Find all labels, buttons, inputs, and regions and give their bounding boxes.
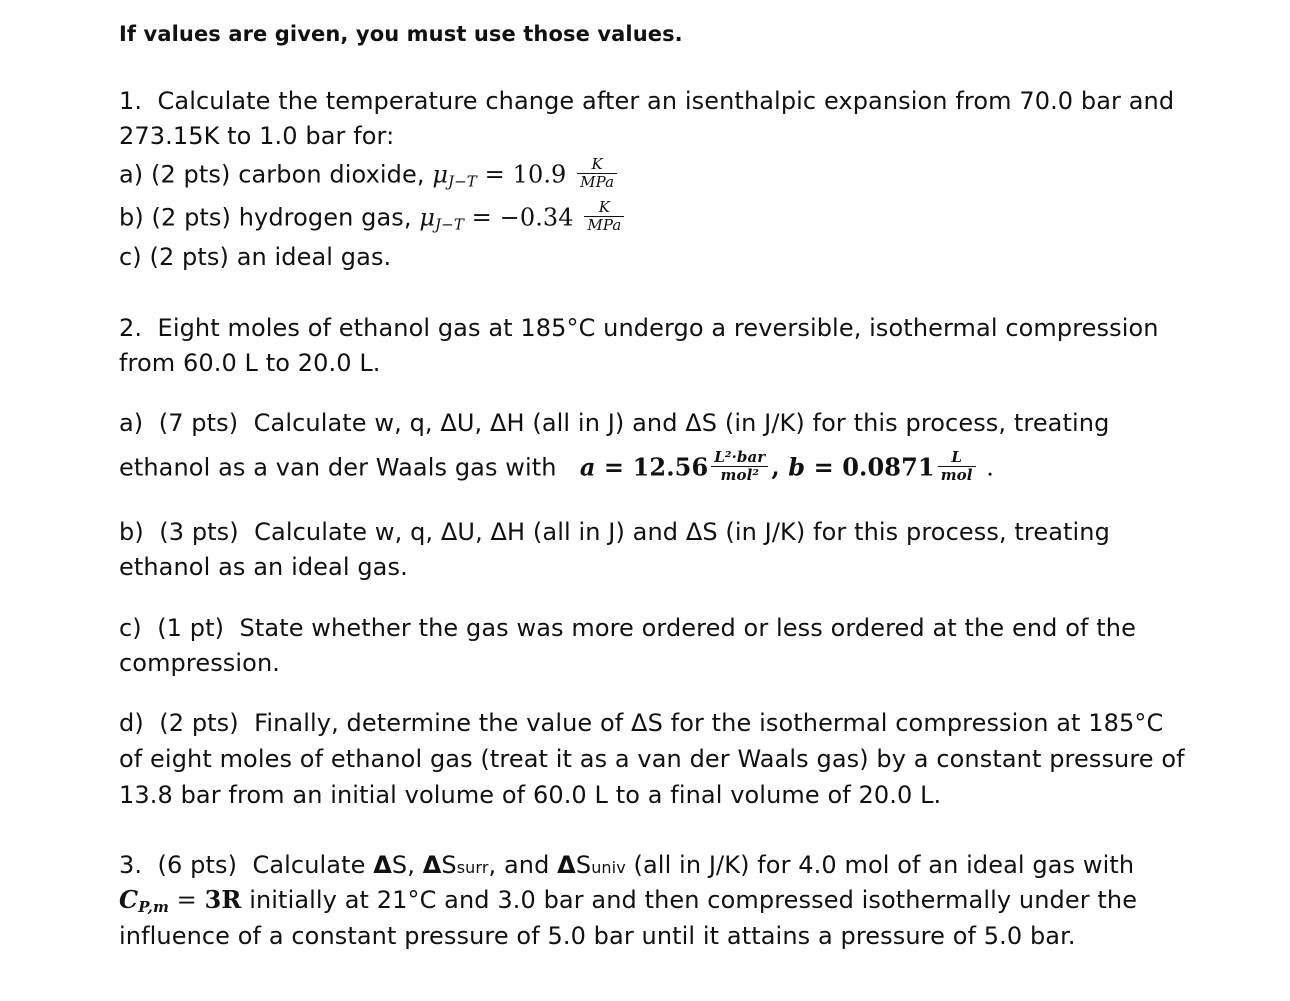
mu-symbol: μ bbox=[419, 203, 436, 232]
q2a-line2: ethanol as a van der Waals gas with a = 12.56 $\frac{\text{L²·bar}}{\text{mol²}}$ , b = 0.0871 $\frac{L}{\text{mol}}$ . bbox=[119, 448, 995, 484]
cp-value: 3R bbox=[204, 885, 242, 914]
unit-numerator: K bbox=[584, 199, 624, 217]
q2a-line1: a) (7 pts) Calculate w, q, ΔU, ΔH (all in J) and ΔS (in J/K) for this process, treating bbox=[119, 409, 1110, 437]
q2a-text: ethanol as a van der Waals gas with bbox=[119, 453, 565, 482]
unit-numerator: L bbox=[938, 449, 976, 467]
vdw-b-unit-fraction bbox=[938, 449, 976, 484]
delta-symbol: Δ bbox=[557, 851, 576, 879]
mu-subscript: J−T bbox=[435, 215, 464, 234]
mu-symbol: μ bbox=[432, 160, 449, 189]
q3-line1-rest: (all in J/K) for 4.0 mol of an ideal gas with bbox=[625, 851, 1135, 879]
q1b-text: b) (2 pts) hydrogen gas, bbox=[119, 203, 420, 232]
equals-sign: = bbox=[168, 886, 205, 914]
separator: , bbox=[407, 851, 423, 879]
q2-line2: from 60.0 L to 20.0 L. bbox=[119, 349, 381, 377]
unit-denominator: MPa bbox=[587, 216, 622, 234]
q1-line2: 273.15K to 1.0 bar for: bbox=[119, 122, 395, 150]
unit-numerator: L²·bar bbox=[711, 449, 768, 467]
q2d-line1: d) (2 pts) Finally, determine the value of ΔS for the isothermal compression at 185°C bbox=[119, 709, 1164, 737]
q2c-line2: compression. bbox=[119, 649, 280, 677]
cp-symbol: C bbox=[119, 885, 139, 914]
q2-line1: 2. Eight moles of ethanol gas at 185°C undergo a reversible, isothermal compression bbox=[119, 314, 1159, 342]
q2c-line1: c) (1 pt) State whether the gas was more ordered or less ordered at the end of the bbox=[119, 614, 1136, 642]
vdw-a-unit-fraction bbox=[711, 449, 768, 484]
unit-denominator: mol² bbox=[720, 466, 760, 484]
q1-part-c: c) (2 pts) an ideal gas. bbox=[119, 243, 392, 271]
vdw-a-symbol: a bbox=[579, 452, 596, 482]
q3-intro: 3. (6 pts) Calculate bbox=[119, 851, 374, 879]
q1-part-a: a) (2 pts) carbon dioxide, $\mu_{J-T} = 10.9$ $\frac{K}{\text{MPa}}$ bbox=[119, 158, 620, 193]
q3-line2 bbox=[119, 885, 1137, 915]
vdw-b-symbol: b bbox=[788, 452, 806, 482]
vdw-a-value: 12.56 bbox=[632, 452, 709, 482]
univ-label: univ bbox=[591, 858, 626, 877]
q1b-unit-fraction bbox=[584, 199, 624, 234]
q2d-line3: 13.8 bar from an initial volume of 60.0 L to a final volume of 20.0 L. bbox=[119, 781, 942, 809]
q1a-text: a) (2 pts) carbon dioxide, bbox=[119, 160, 433, 189]
q3-line1 bbox=[119, 850, 1134, 883]
q3-line3: influence of a constant pressure of 5.0 bar until it attains a pressure of 5.0 bar. bbox=[119, 922, 1076, 950]
q1a-unit-fraction bbox=[577, 156, 617, 191]
delta-symbol: Δ bbox=[373, 851, 392, 879]
unit-denominator: mol bbox=[940, 466, 973, 484]
q1b-value: −0.34 bbox=[499, 203, 574, 232]
q1a-value: 10.9 bbox=[512, 160, 567, 189]
entropy-symbol: S bbox=[575, 851, 592, 879]
unit-numerator: K bbox=[577, 156, 617, 174]
q1-part-b: b) (2 pts) hydrogen gas, $\mu_{J-T} = -0.34$ $\frac{K}{\text{MPa}}$ bbox=[119, 201, 627, 236]
q2d-line2: of eight moles of ethanol gas (treat it as a van der Waals gas) by a constant pressure of bbox=[119, 745, 1185, 773]
instructions-heading: If values are given, you must use those values. bbox=[119, 22, 683, 46]
q2b-line2: ethanol as an ideal gas. bbox=[119, 553, 408, 581]
separator: , and bbox=[488, 851, 558, 879]
q2b-line1: b) (3 pts) Calculate w, q, ΔU, ΔH (all in J) and ΔS (in J/K) for this process, treating bbox=[119, 518, 1110, 546]
vdw-b-value: 0.0871 bbox=[842, 452, 935, 482]
delta-symbol: Δ bbox=[422, 851, 442, 879]
mu-subscript: J−T bbox=[448, 172, 477, 191]
unit-denominator: MPa bbox=[580, 173, 615, 191]
cp-subscript: P,m bbox=[138, 898, 169, 916]
q1-line1: 1. Calculate the temperature change after an isenthalpic expansion from 70.0 bar and bbox=[119, 87, 1175, 115]
q3-line2-rest: initially at 21°C and 3.0 bar and then compressed isothermally under the bbox=[241, 886, 1138, 914]
entropy-symbol: S bbox=[441, 851, 457, 879]
entropy-symbol: S bbox=[391, 851, 408, 879]
surr-label: surr bbox=[456, 858, 489, 877]
